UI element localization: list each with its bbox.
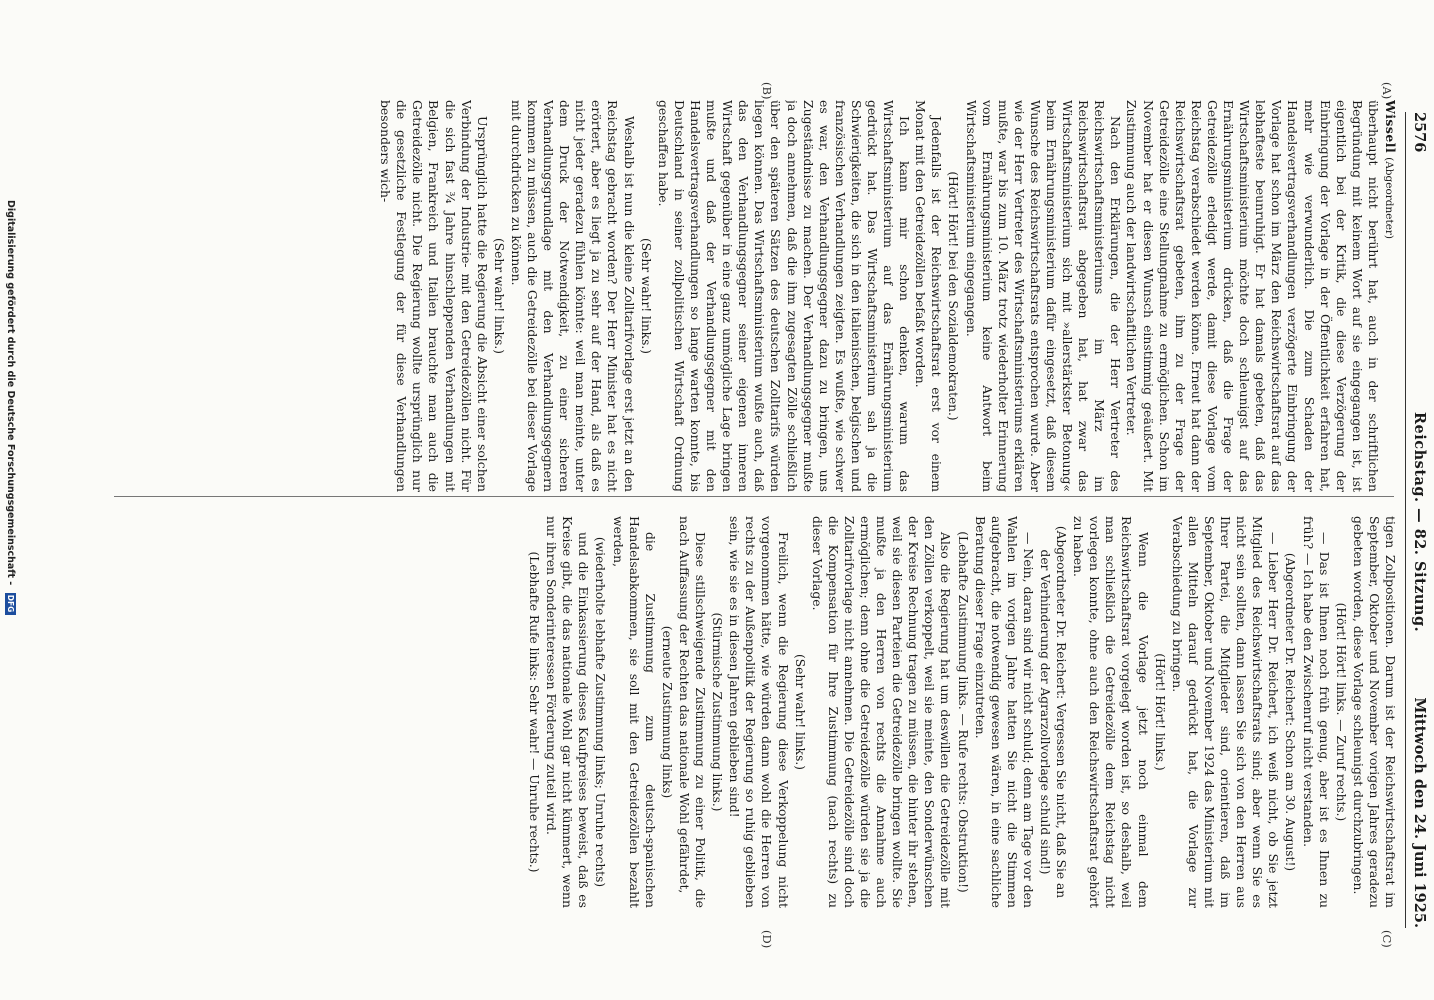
digitization-footer [2,200,16,980]
interjection: (Sehr wahr! links.) [638,238,653,354]
interjection: (Abgeordneter Dr. Reichert: Vergessen Sie nicht, daß Sie an der Verhinderung der Agrarzollvorlage schuld sind!) [1038,525,1069,899]
paragraph: Weshalb ist nun die kleine Zolltarifvorlage erst jetzt an den Reichstag gebracht worden? Der Herr Minister hat es nicht erörtert, aber es liegt ja zu sehr auf der Hand, als daß es nicht jeder geradezu fühlen könnte: weil man meinte, unter dem Druck der Notwendigkeit, zu einer sicheren Verhandlungsgrundlage mit den Verhandlungsgegnern kommen zu müssen, auch die Getreidezölle bei dieser Vorlage mit durchdrücken zu können. [508,100,637,492]
margin-marker-c: (C) [1380,930,1394,948]
interjection: (wiederholte lebhafte Zustimmung links; Unruhe rechts) [593,536,608,888]
interjection: (Hört! Hört! bei den Sozialdemokraten.) [946,171,961,421]
speaker-role: (Abgeordneter) [1383,157,1395,240]
margin-marker-a: (A) [1380,82,1394,100]
paragraph: Wenn die Vorlage jetzt noch einmal dem Reichswirtschaftsrat vorgelegt worden ist, so deshalb, weil man schließlich die Getreidezölle dem Reichstag nicht vorlegen konnte, ohne auch den Reichswirtschaftsrat gehört zu haben. [1071,516,1151,908]
interjection: (Abgeordneter Dr. Reichert: Schon am 30. August!) [1283,552,1298,872]
paragraph: — Nein, daran sind wir nicht schuld; denn am Tage vor den Wahlen im vorigen Jahre hatten Sie nicht die Stimmen aufgebracht, die notwendig gewesen wären, in eine sachliche Beratung dieser Frage einzutreten. [972,516,1036,908]
margin-marker-b: (B) [760,82,774,100]
speaker-name: Wissell [1383,100,1398,154]
left-column [98,100,1398,492]
header-rule [1405,112,1406,928]
paragraph: Freilich, wenn die Regierung diese Verkoppelung nicht vorgenommen hätte, wie würden dann wohl die Herren von rechts zu der Außenpolitik der Regierung so ruhig geblieben sein, wie sie es in diesen Jahren geblieben sind! [727,516,791,908]
session-title: Reichstag. — 82. Sitzung. [1411,412,1428,633]
paragraph: Ich kann mir schon denken, warum das Wirtschaftsministerium auf das Ernährungsministerium gedrückt hat. Das Wirtschaftsministerium sah ja die Schwierigkeiten, die sich in den italienischen, belgischen und französischen Verhandlungen zeigten. Es wußte, wie schwer es war, den Verhandlungsgegner dazu zu bringen, uns Zugeständnisse zu machen. Der Verhandlungsgegner mußte ja doch annehmen, daß die ihm zugesagten Zölle schließlich über den späteren Sätzen des deutschen Zolltarifs würden liegen können. Das Wirtschaftsministerium wußte auch, daß das den Verhandlungsgegner seiner eigenen inneren Wirtschaft gegenüber in eine ganz unmögliche Lage bringen mußte und daß der Verhandlungsgegner mit den Handelsvertragsverhandlungen so lange warten konnte, bis Deutschland in seiner zollpolitischen Wirtschaft Ordnung geschaffen habe. [655,100,913,492]
column-divider [114,496,1394,497]
paragraph: Jedenfalls ist der Reichswirtschaftsrat erst vor einem Monat mit den Getreidezöllen befaßt worden. [913,100,945,492]
interjection: (Lebhafte Rufe links: Sehr wahr! — Unruhe rechts.) [527,551,542,873]
interjection: (Hört! Hört! links.) [1152,653,1167,771]
footer-text: Digitalisierung gefördert durch die Deutsche Forschungsgemeinschaft - [5,200,16,586]
interjection: (erneute Zustimmung links) [659,625,674,799]
paragraph: Also die Regierung hat um deswillen die Getreidezölle mit den Zöllen verkoppelt, weil sie meinte, den Sonderwünschen der Kreise Rechnung tragen zu müssen, die hinter ihr stehen, weil sie diesen Parteien die Getreidezölle bringen wollte. Sie mußte ja den Herren von rechts die Annahme auch ermöglichen; denn ohne die Getreidezölle würden sie ja die Zolltarifvorlage nicht annehmen. Die Getreidezölle sind doch die Kompensation für Ihre Zustimmung (nach rechts) zu dieser Vorlage. [809,516,954,908]
interjection: (Sehr wahr! links.) [792,654,807,770]
paragraph: Ursprünglich hatte die Regierung die Absicht einer solchen Verbindung der Industrie- mit den Getreidezöllen nicht. Für die sich fast ¾ Jahre hinschleppenden Verhandlungen mit Belgien, Frankreich und Italien brauchte man auch die Getreidezölle nicht. Die Regierung wollte ursprünglich nur die gesetzliche Festlegung der für diese Verhandlungen besonders wich- [378,100,490,492]
paragraph: und die Einkassierung dieses Kaufpreises beweist, daß es Kreise gibt, die das nationale Wohl gar nicht kümmert, wenn nur ihren Sonderinteressen Förderung zuteil wird. [544,516,592,908]
interjection: (Hört! Hört! links. — Zuruf rechts.) [1333,602,1348,822]
interjection: (Lebhafte Zustimmung links. — Rufe rechts: Obstruktion!) [955,531,970,893]
dfg-logo-icon: DFG [5,593,16,615]
interjection: (Sehr wahr! links.) [491,238,506,354]
paragraph: Nach den Erklärungen, die der Herr Vertreter des Reichswirtschaftsministeriums im März im Reichswirtschaftsrat abgegeben hat, hat zwar das Wirtschaftsministerium sich mit »allerstärkster Betonung« beim Ernährungsministerium dafür eingesetzt, daß diesem Wunsche des Reichswirtschaftsrats entsprochen wurde. Aber wie der Herr Vertreter des Wirtschaftsministeriums erklären mußte, war bis zum 10. März trotz wiederholter Erinnerung vom Ernährungsministerium keine Antwort beim Wirtschaftsministerium eingegangen. [963,100,1124,492]
right-column [98,516,1398,908]
speaker-line [1381,100,1398,492]
paragraph: — Das ist Ihnen noch früh genug, aber ist es Ihnen zu früh? — Ich habe den Zwischenruf nicht verstanden. [1300,516,1332,908]
paragraph: — Lieber Herr Dr. Reichert, ich weiß nicht, ob Sie jetzt Mitglied des Reichswirtschaftsrats sind; aber wenn Sie es nicht sein sollten, dann lassen Sie sich von den Herren aus Ihrer Partei, die Mitglieder sind, orientieren, daß im September, Oktober und November 1924 das Ministerium mit allen Mitteln darauf gedrückt hat, die Vorlage zur Verabschiedung zu bringen. [1169,516,1282,908]
margin-marker-d: (D) [760,930,774,949]
interjection: (Stürmische Zustimmung links.) [710,612,725,812]
paragraph: überhaupt nicht berührt hat, auch in der schriftlichen Begründung mit keinem Wort auf sie eingegangen ist, ist eigentlich bei der Kritik, die diese Verzögerung der Einbringung der Vorlage in der Öffentlichkeit erfahren hat, mehr wie verwunderlich. Die zum Schaden der Handelsvertragsverhandlungen verzögerte Einbringung der Vorlage hat schon im März den Reichswirtschaftsrat auf das lebhafteste beunruhigt. Er hat damals gebeten, daß das Wirtschaftsministerium möchte doch schleunigst auf das Ernährungsministerium drücken, daß die Frage der Getreidezölle erledigt werde, damit diese Vorlage vom Reichstag verabschiedet werden könne. Erneut hat dann der Reichswirtschaftsrat gebeten, ihm zu der Frage der Getreidezölle eine Stellungnahme zu ermöglichen. Schon im November hat er diesen Wunsch einstimmig geäußert. Mit Zustimmung auch der landwirtschaftlichen Vertreter. [1124,100,1381,492]
paragraph: die Zustimmung zum deutsch-spanischen Handelsabkommen, sie soll mit den Getreidezöllen bezahlt werden, [610,516,658,908]
page-number: 2576 [1411,112,1428,153]
paragraph: tigen Zollpositionen. Darum ist der Reichswirtschaftsrat im September, Oktober und November vorigen Jahres geradezu gebeten worden, diese Vorlage schleunigst durchzubringen. [1350,516,1398,908]
paragraph: Diese stillschweigende Zustimmung zu einer Politik, die nach Auffassung der Rechten das nationale Wohl gefährdet, [676,516,709,908]
session-date: Mittwoch den 24. Juni 1925. [1411,697,1428,928]
page-header [1406,112,1428,928]
